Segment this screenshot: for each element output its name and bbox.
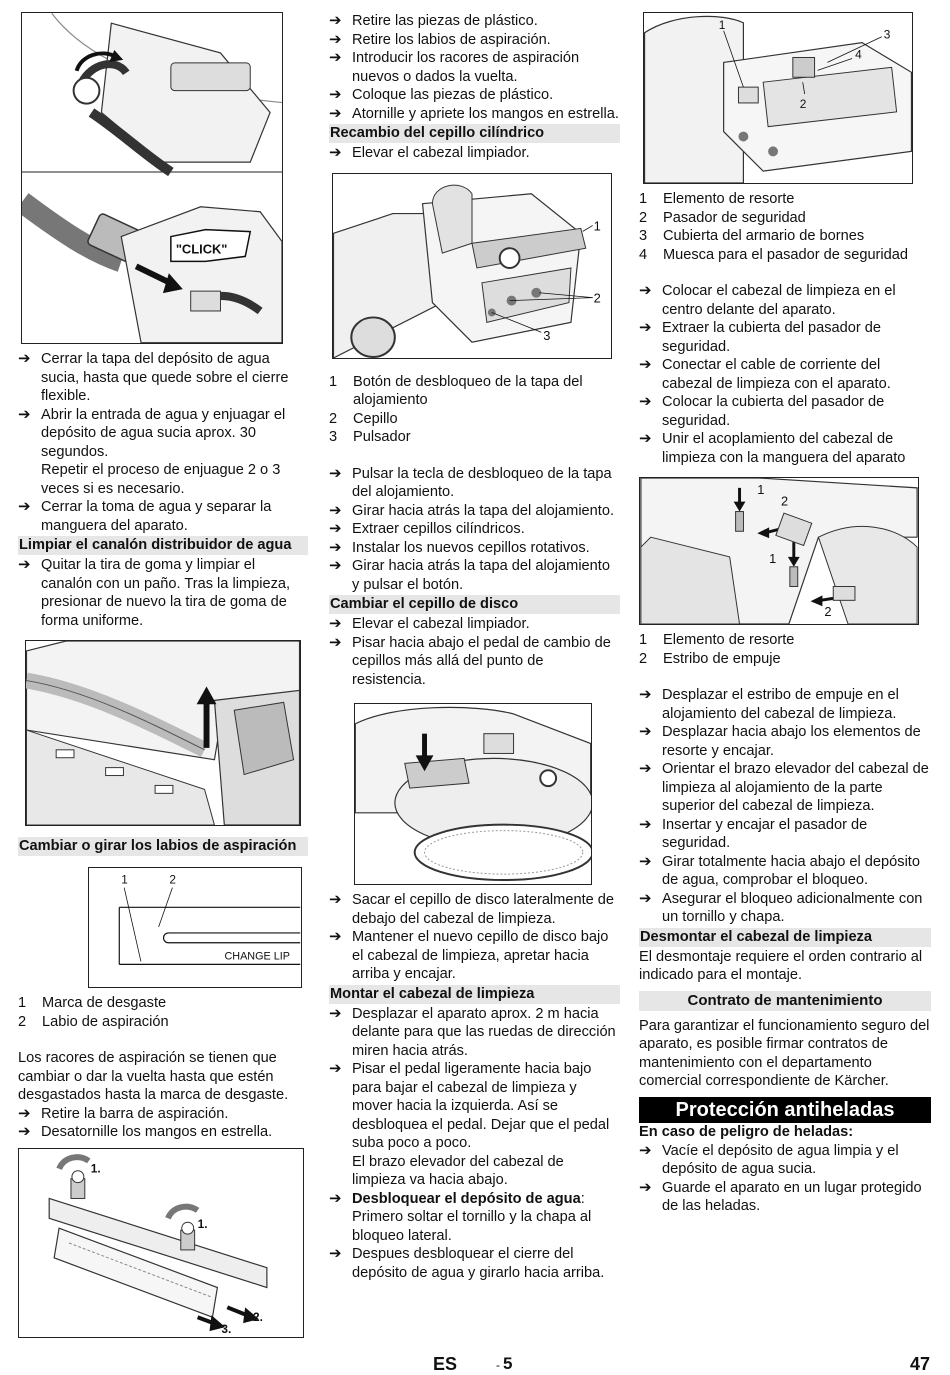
pin-label-4: 4 xyxy=(855,47,862,62)
brush-housing-figure xyxy=(332,173,612,359)
arrow-right-icon: ➔ xyxy=(639,815,652,833)
legend-item: 2 Estribo de empuje xyxy=(639,650,781,667)
step-remove-plastic: ➔ Retire las piezas de plástico. xyxy=(329,12,538,29)
housing-label-3: 3 xyxy=(543,327,551,343)
section-heading-lips: Cambiar o girar los labios de aspiración xyxy=(18,837,308,856)
change-lip-label: CHANGE LIP xyxy=(224,950,290,963)
step-lower-tank: ➔ Girar totalmente hacia abajo el depósito de agua, comprobar el bloqueo. xyxy=(639,852,920,888)
lips-paragraph: Los racores de aspiración se tienen que cambiar o dar la vuelta hasta que estén desgastados hasta la marca de desgaste. xyxy=(18,1050,289,1103)
section-heading-disc: Cambiar el cepillo de disco xyxy=(329,595,620,614)
arrow-right-icon: ➔ xyxy=(639,1141,652,1159)
arrow-right-icon: ➔ xyxy=(329,86,342,103)
arrow-right-icon: ➔ xyxy=(329,538,342,556)
hose-connection-figure xyxy=(21,12,283,344)
arrow-right-icon: ➔ xyxy=(18,1104,31,1122)
section-heading-dismount: Desmontar el cabezal de limpieza xyxy=(639,928,931,947)
step-move-bracket: ➔ Desplazar el estribo de empuje en el alojamiento del cabezal de limpieza. xyxy=(639,686,899,722)
arrow-right-icon: ➔ xyxy=(329,891,342,908)
arrow-right-icon: ➔ xyxy=(329,12,342,29)
arrow-right-icon: ➔ xyxy=(639,889,652,907)
arm-note: El brazo elevador del cabezal de limpieza va hacia abajo. xyxy=(352,1153,564,1188)
section-heading-canal: Limpiar el canalón distribuidor de agua xyxy=(18,536,308,555)
spring-element-illustration xyxy=(640,478,918,624)
step-empty-tanks: ➔ Vacíe el depósito de agua limpia y el depósito de agua sucia. xyxy=(639,1141,899,1177)
step-close-lid: ➔ Cerrar la tapa del depósito de agua sucia, hasta que quede sobre el cierre flexible. xyxy=(18,350,289,404)
step-extract-brushes: ➔ Extraer cepillos cilíndricos. xyxy=(329,520,525,537)
disc-brush-illustration xyxy=(355,704,591,884)
arrow-right-icon: ➔ xyxy=(329,520,342,537)
arrow-right-icon: ➔ xyxy=(329,104,342,122)
step-press-pedal: ➔ Pisar hacia abajo el pedal de cambio de cepillos más allá del punto de resistencia. xyxy=(329,633,611,688)
step-unlock-closure: ➔ Despues desbloquear el cierre del depósito de agua y girarlo hacia arriba. xyxy=(329,1245,605,1281)
step-insert-new: ➔ Introducir los racores de aspiración nuevos o dados la vuelta. xyxy=(329,49,580,85)
arrow-right-icon: ➔ xyxy=(329,1060,342,1077)
legend-item: 1 Botón de desbloqueo de la tapa del alojamiento xyxy=(329,373,583,408)
spring-label-1a: 1 xyxy=(757,481,765,497)
pin-label-3: 3 xyxy=(883,27,891,42)
arrow-right-icon: ➔ xyxy=(329,1004,342,1022)
arrow-right-icon: ➔ xyxy=(18,1123,31,1140)
arrow-right-icon: ➔ xyxy=(18,405,31,423)
step-connect-cable: ➔ Conectar el cable de corriente del cabezal de limpieza con el aparato. xyxy=(639,356,891,392)
wear-mark-illustration xyxy=(89,868,301,987)
arrow-right-icon: ➔ xyxy=(639,430,652,447)
step-remove-bar: ➔ Retire la barra de aspiración. xyxy=(18,1104,229,1122)
step-place-cover: ➔ Colocar la cubierta del pasador de seguridad. xyxy=(639,393,885,429)
step-turn-lid: ➔ Girar hacia atrás la tapa del alojamiento. xyxy=(329,501,615,519)
spring-label-2b: 2 xyxy=(824,604,832,620)
bar-label-3: 3. xyxy=(221,1321,232,1336)
column-left xyxy=(18,12,308,1338)
spring-label-1b: 1 xyxy=(769,550,777,566)
section-heading-contract: Contrato de mantenimiento xyxy=(639,991,931,1011)
arrow-right-icon: ➔ xyxy=(18,350,31,367)
legend-item: 1 Elemento de resorte xyxy=(639,632,795,648)
column-middle xyxy=(329,12,620,1282)
step-close-water: ➔ Cerrar la toma de agua y separar la manguera del aparato. xyxy=(18,498,272,534)
click-label: "CLICK" xyxy=(175,241,228,257)
repeat-note: Repetir el proceso de enjuague 2 o 3 veces si es necesario. xyxy=(41,462,281,497)
arrow-right-icon: ➔ xyxy=(639,282,652,299)
arrow-right-icon: ➔ xyxy=(639,319,652,336)
step-store-device: ➔ Guarde el aparato en un lugar protegido de las heladas. xyxy=(639,1178,922,1214)
page-number: 47 xyxy=(910,1354,931,1374)
step-lower-springs: ➔ Desplazar hacia abajo los elementos de resorte y encajar. xyxy=(639,723,921,759)
arrow-right-icon: ➔ xyxy=(329,557,342,574)
step-unlock-tank: ➔ Desbloquear el depósito de agua: Primero soltar el tornillo y la chapa al bloqueo lateral. xyxy=(329,1189,592,1244)
bar-label-1a: 1. xyxy=(90,1161,101,1176)
arrow-right-icon: ➔ xyxy=(639,852,652,870)
wear-mark-figure xyxy=(88,867,302,988)
step-open-water: ➔ Abrir la entrada de agua y enjuagar el depósito de agua sucia aprox. 30 segundos. Repetir el proceso de enjuague 2 o 3 veces si es necesario. xyxy=(18,405,286,497)
arrow-right-icon: ➔ xyxy=(329,633,342,651)
arrow-right-icon: ➔ xyxy=(329,144,342,161)
safety-pin-illustration xyxy=(644,13,912,183)
step-remove-lips: ➔ Retire los labios de aspiración. xyxy=(329,30,551,48)
column-right xyxy=(639,12,931,1216)
arrow-right-icon: ➔ xyxy=(329,1245,342,1262)
legend-item: 1 Elemento de resorte xyxy=(639,191,795,207)
step-lift-head: ➔ Elevar el cabezal limpiador. xyxy=(329,144,530,161)
arrow-right-icon: ➔ xyxy=(639,356,652,373)
step-clean-canal: ➔ Quitar la tira de goma y limpiar el canalón con un paño. Tras la limpieza, presionar de nuevo la tira de goma de forma uniforme. xyxy=(18,556,291,629)
bar-label-2: 2. xyxy=(253,1309,263,1324)
housing-label-1: 1 xyxy=(593,217,601,233)
step-secure-lock: ➔ Asegurar el bloqueo adicionalmente con un tornillo y chapa. xyxy=(639,889,923,925)
spring-element-figure xyxy=(639,477,919,625)
legend-item: 1 Marca de desgaste xyxy=(18,995,167,1011)
page-footer xyxy=(0,1354,950,1374)
suction-bar-figure xyxy=(18,1148,304,1338)
suction-bar-illustration xyxy=(19,1149,303,1337)
arrow-right-icon: ➔ xyxy=(329,501,342,519)
frost-subheading: En caso de peligro de heladas: xyxy=(639,1123,854,1140)
step-remove-cover: ➔ Extraer la cubierta del pasador de seguridad. xyxy=(639,319,882,355)
arrow-right-icon: ➔ xyxy=(329,49,342,66)
step-press-pedal-lower: ➔ Pisar el pedal ligeramente hacia bajo para bajar el cabezal de limpieza y mover hacia la izquierda. Así se desbloquea el pedal. Dejar que el pedal suba poco a poco. El brazo elevador del cabezal de limpieza va hacia abajo. xyxy=(329,1060,610,1188)
step-lift-head-disc: ➔ Elevar el cabezal limpiador. xyxy=(329,615,530,632)
step-place-plastic: ➔ Coloque las piezas de plástico. xyxy=(329,86,554,103)
pin-label-1: 1 xyxy=(718,17,726,32)
step-move-forward: ➔ Desplazar el aparato aprox. 2 m hacia delante para que las ruedas de dirección miren hacia atrás. xyxy=(329,1004,616,1059)
section-heading-brush: Recambio del cepillo cilíndrico xyxy=(329,124,620,143)
disc-brush-figure xyxy=(354,703,592,885)
pin-label-2: 2 xyxy=(799,96,807,111)
arrow-right-icon: ➔ xyxy=(329,928,342,945)
legend-item: 4 Muesca para el pasador de seguridad xyxy=(639,246,909,263)
arrow-right-icon: ➔ xyxy=(329,30,342,48)
arrow-right-icon: ➔ xyxy=(329,1189,342,1207)
hose-connection-illustration xyxy=(22,13,282,343)
arrow-right-icon: ➔ xyxy=(639,723,652,740)
legend-item: 2 Labio de aspiración xyxy=(18,1013,169,1030)
step-join-coupling: ➔ Unir el acoplamiento del cabezal de limpieza con la manguera del aparato xyxy=(639,430,906,466)
arrow-right-icon: ➔ xyxy=(639,1178,652,1196)
wear-label-1: 1 xyxy=(121,872,128,887)
arrow-right-icon: ➔ xyxy=(18,498,31,515)
step-press-unlock: ➔ Pulsar la tecla de desbloqueo de la tapa del alojamiento. xyxy=(329,464,612,500)
step-tighten: ➔ Atornille y apriete los mangos en estrella. xyxy=(329,104,619,122)
housing-label-2: 2 xyxy=(593,290,601,306)
spring-label-2a: 2 xyxy=(780,493,789,509)
legend-item: 2 Pasador de seguridad xyxy=(639,209,806,226)
section-heading-mount: Montar el cabezal de limpieza xyxy=(329,985,620,1004)
legend-item: 3 Pulsador xyxy=(329,429,411,445)
step-insert-pin: ➔ Insertar y encajar el pasador de seguridad. xyxy=(639,815,868,851)
step-unscrew: ➔ Desatornille los mangos en estrella. xyxy=(18,1123,273,1140)
section-heading-frost: Protección antiheladas xyxy=(639,1097,931,1123)
step-remove-disc: ➔ Sacar el cepillo de disco lateralmente de debajo del cabezal de limpieza. xyxy=(329,891,615,927)
arrow-right-icon: ➔ xyxy=(18,556,31,573)
dismount-paragraph: El desmontaje requiere el orden contrario al indicado para el montaje. xyxy=(639,948,923,983)
step-hold-disc: ➔ Mantener el nuevo cepillo de disco bajo el cabezal de limpieza, apretar hacia arriba y encajar. xyxy=(329,928,609,982)
language-code: ES xyxy=(433,1354,458,1374)
step-orient-arm: ➔ Orientar el brazo elevador del cabezal de limpieza al alojamiento de la parte superior del cabezal de limpieza. xyxy=(639,760,929,814)
step-close-lid-press: ➔ Girar hacia atrás la tapa del alojamiento y pulsar el botón. xyxy=(329,557,610,593)
step-install-brushes: ➔ Instalar los nuevos cepillos rotativos. xyxy=(329,538,590,556)
arrow-right-icon: ➔ xyxy=(329,615,342,632)
legend-item: 2 Cepillo xyxy=(329,410,398,427)
canal-illustration xyxy=(26,641,300,825)
contract-paragraph: Para garantizar el funcionamiento seguro del aparato, es posible firmar contratos de mantenimiento con el departamento comercial correspondiente de Kärcher. xyxy=(639,1017,930,1089)
bar-label-1b: 1. xyxy=(197,1216,208,1231)
arrow-right-icon: ➔ xyxy=(329,464,342,482)
safety-pin-figure xyxy=(643,12,913,184)
section-page-number: - 5 xyxy=(496,1354,513,1373)
arrow-right-icon: ➔ xyxy=(639,760,652,777)
legend-item: 3 Cubierta del armario de bornes xyxy=(639,228,865,244)
arrow-right-icon: ➔ xyxy=(639,393,652,410)
brush-housing-illustration xyxy=(333,174,611,358)
wear-label-2: 2 xyxy=(169,872,176,887)
step-place-head: ➔ Colocar el cabezal de limpieza en el centro delante del aparato. xyxy=(639,282,896,318)
arrow-right-icon: ➔ xyxy=(639,686,652,703)
canal-figure xyxy=(25,640,301,826)
